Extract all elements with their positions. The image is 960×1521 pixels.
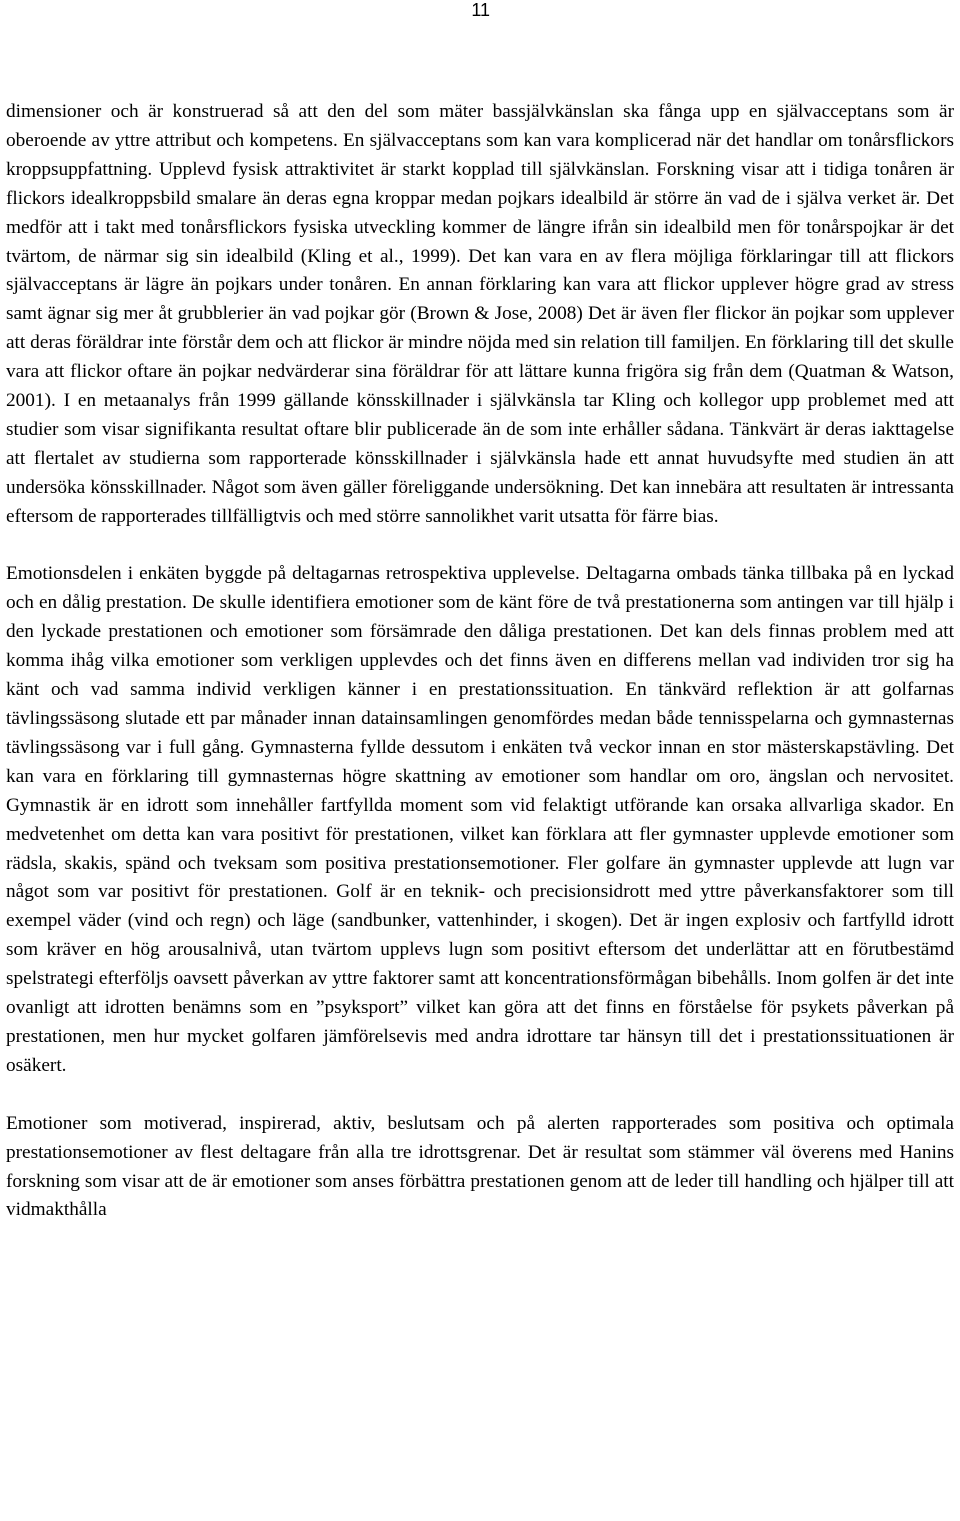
- paragraph-optimal-emotions: Emotioner som motiverad, inspirerad, aktiv, beslutsam och på alerten rapporterades som positiva och optimala prestationsemotioner av flest deltagare från alla tre idrottsgrenar. Det är resultat som stämmer väl överens med Hanins forskning som visar att de är emotioner som anses förbättra prestationen genom att de leder till handling och hjälper till att vidmakthålla: [6, 1112, 954, 1221]
- paragraph-emotion-survey: Emotionsdelen i enkäten byggde på deltagarnas retrospektiva upplevelse. Deltagarna ombads tänka tillbaka på en lyckad och en dålig prestation. De skulle identifiera emotioner som de känt före de två prestationerna som antingen var till hjälp i den lyckade prestationen och emotioner som försämrade den dåliga prestationen. Det kan dels finnas problem med att komma ihåg vilka emotioner som verkligen upplevdes och det finns även en differens mellan vad individen tror sig ha känt och vad samma individ verkligen känner i en prestationssituation. En tänkvärd reflektion är att golfarnas tävlingssäsong slutade ett par månader innan datainsamlingen genomfördes medan både tennisspelarna och gymnasternas tävlingssäsong var i full gång. Gymnasterna fyllde dessutom i enkäten två veckor innan en stor mästerskapstävling. Det kan vara en förklaring till gymnasternas högre skattning av emotioner som handlar om oro, ängslan och nervositet. Gymnastik är en idrott som innehåller fartfyllda moment som vid felaktigt utförande kan orsaka allvarliga skador. En medvetenhet om detta kan vara positivt för prestationen, vilket kan förklara att fler gymnaster upplevde emotioner som rädsla, skakis, spänd och tveksam som positiva prestationsemotioner. Fler golfare än gymnaster upplevde att lugn var något som var positivt för prestationen. Golf är en teknik- och precisionsidrott med yttre påverkansfaktorer som till exempel väder (vind och regn) och läge (sandbunker, vattenhinder, i skogen). Det är ingen explosiv och fartfylld idrott som kräver en hög arousalnivå, utan tvärtom upplevs lugn som positivt eftersom det underlättar att en förutbestämd spelstrategi efterföljs oavsett påverkan av yttre faktorer samt att koncentrationsförmågan bibehålls. Inom golfen är det inte ovanligt att idrotten benämns som en ”psyksport” vilket kan göra att det finns en förståelse för psykets påverkan på prestationen, men hur mycket golfaren jämförelsevis med andra idrottare tar hänsyn till det i prestationssituationen är osäkert.: [6, 563, 954, 1076]
- document-body: [6, 98, 954, 1225]
- paragraph-self-acceptance: dimensioner och är konstruerad så att den del som mäter bassjälvkänslan ska fånga upp en självacceptans som är oberoende av yttre attribut och kompetens. En självacceptans som kan vara komplicerad när det handlar om tonårsflickors kroppsuppfattning. Upplevd fysisk attraktivitet är starkt kopplad till självkänslan. Forskning visar att i tidiga tonåren är flickors idealkroppsbild smalare än deras egna kroppar medan pojkars idealbild är större än vad de i själva verket är. Det medför att i takt med tonårsflickors fysiska utveckling kommer de längre ifrån sin idealbild men för tonårspojkar är det tvärtom, de närmar sig sin idealbild (Kling et al., 1999). Det kan vara en av flera möjliga förklaringar till att flickors självacceptans är lägre än pojkars under tonåren. En annan förklaring kan vara att flickor upplever högre grad av stress samt ägnar sig mer åt grubblerier än vad pojkar gör (Brown & Jose, 2008) Det är även fler flickor än pojkar som upplever att deras föräldrar inte förstår dem och att flickor är mindre nöjda med sin relation till familjen. En förklaring till det skulle vara att flickor oftare än pojkar nedvärderar sina föräldrar för att lättare kunna frigöra sig från dem (Quatman & Watson, 2001). I en metaanalys från 1999 gällande könsskillnader i självkänsla tar Kling och kollegor upp problemet med att studier som visar signifikanta resultat oftare blir publicerade än de som inte erhåller sådana. Tänkvärt är deras iakttagelse att flertalet av studierna som rapporterade könsskillnader i självkänsla hade ett annat huvudsyfte med studien än att undersöka könsskillnader. Något som även gäller föreliggande undersökning. Det kan innebära att resultaten är intressanta eftersom de rapporterades tillfälligtvis och med större sannolikhet varit utsatta för färre bias.: [6, 101, 954, 527]
- page-number: 11: [471, 0, 490, 20]
